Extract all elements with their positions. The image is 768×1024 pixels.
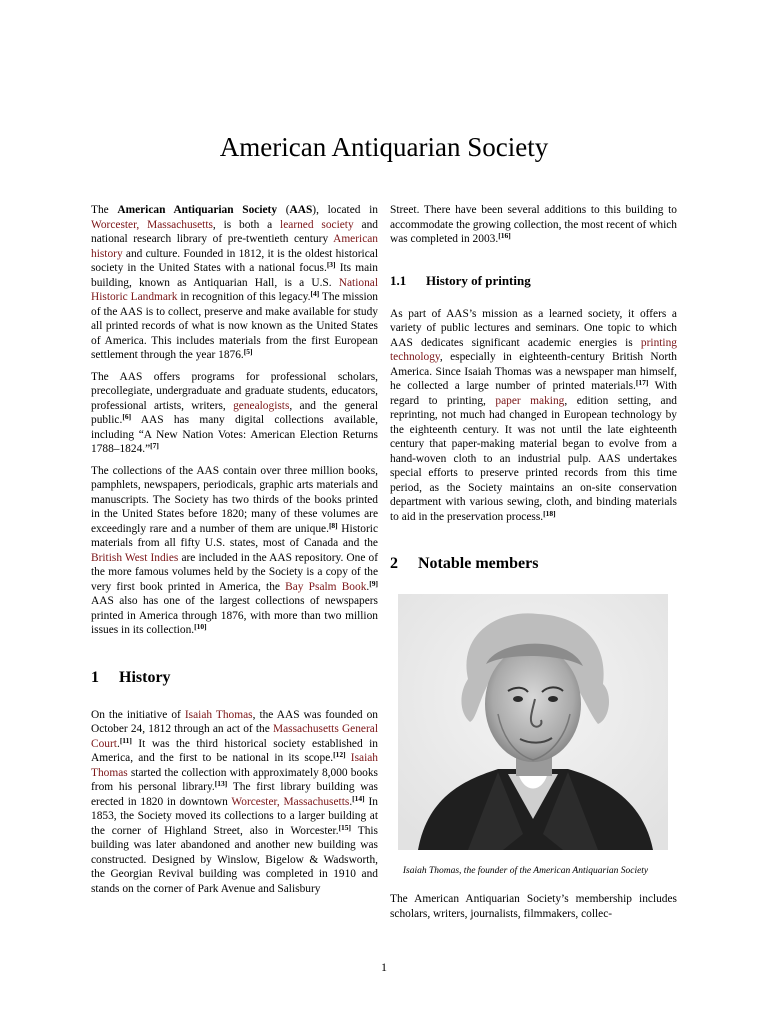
citation[interactable]: [6] — [122, 412, 132, 421]
citation[interactable]: [16] — [498, 231, 511, 240]
history-paragraph: On the initiative of Isaiah Thomas, the AAS was founded on October 24, 1812 through an act of the Massachusetts General Court.[11] It was the third historical society established in America, and the first to be national in its scope.[12] Isaiah Thomas started the collection with approximately 8,000 books from his personal library.[13] The first library building was erected in 1820 in downtown Worcester, Massachusetts.[14] In 1853, the Society moved its collections to a larger building at the corner of Highland Street, also in Worcester.[15] This building was later abandoned and another new building was constructed. Designed by Winslow, Bigelow & Wadsworth, the Georgian Revival building was completed in 1910 and stands on the corner of Park Avenue and Salisbury — [91, 708, 378, 895]
link-british-west-indies[interactable]: British West Indies — [91, 551, 179, 564]
link-paper-making[interactable]: paper making — [495, 394, 565, 407]
section-heading-history: 1 History — [91, 668, 171, 686]
link-worcester[interactable]: Worcester, Massachusetts — [91, 218, 213, 231]
bold-term: AAS — [289, 204, 313, 216]
citation[interactable]: [9] — [369, 578, 378, 588]
citation[interactable]: [3] — [326, 260, 336, 269]
collections-paragraph: The collections of the AAS contain over three million books, pamphlets, newspapers, periodicals, graphic arts materials and manuscripts. The Society has two thirds of the books printed in the United States before 1820; many of these volumes are exceedingly rare and a number of them are unique.[8] Historic materials from all fifty U.S. states, most of Canada and the British West Indies are included in the AAS repository. One of the more famous volumes held by the Society is a copy of the very first book printed in America, the Bay Psalm Book.[9] AAS also has one of the largest collections of newspapers printed in America through 1876, with more than two million issues in its collection.[10] — [91, 464, 378, 636]
link-national-historic-landmark[interactable]: National Historic Landmark — [91, 276, 378, 303]
link-printing-technology[interactable]: printing technology — [390, 336, 677, 363]
citation[interactable]: [11] — [119, 735, 132, 745]
citation[interactable]: [13] — [214, 779, 228, 788]
link-american-history[interactable]: American history — [91, 233, 378, 260]
link-genealogists[interactable]: genealogists — [233, 399, 290, 412]
link-isaiah-thomas[interactable]: Isaiah Thomas — [91, 752, 378, 779]
citation[interactable]: [17] — [635, 378, 649, 387]
portrait-figure — [398, 594, 668, 850]
history-paragraph-continued: Street. There have been several additions to this building to accommodate the growing collection, the most recent of which was completed in 2003.[16] — [390, 204, 677, 245]
link-worcester[interactable]: Worcester, Massachusetts — [231, 795, 350, 808]
citation[interactable]: [4] — [310, 289, 320, 298]
figure-caption: Isaiah Thomas, the founder of the American Antiquarian Society — [402, 866, 649, 876]
right-column — [390, 203, 677, 928]
left-column — [91, 203, 378, 903]
printing-paragraph: As part of AAS’s mission as a learned society, it offers a variety of public lectures and seminars. One topic to which AAS dedicates significant academic energies is printing technology, especially in eighteenth-century British North America. Since Isaiah Thomas was a newspaper man himself, he collected a large number of printed materials.[17] With regard to printing, paper making, edition setting, and reprinting, not much had changed in European technology by the eighteenth century. It was not until the late eighteenth century that paper-making material began to evolve from a hand-woven cloth to an industrial pulp. AAS undertakes special efforts to preserve printed records from this time period, as the Society maintains an on-site conservation department with various sewing, cloth, and binding materials to aid in the preservation process.[18] — [390, 307, 677, 523]
citation[interactable]: [18] — [543, 508, 556, 518]
subsection-heading-history-of-printing: 1.1 History of printing — [390, 272, 531, 288]
link-bay-psalm-book[interactable]: Bay Psalm Book — [285, 580, 367, 593]
citation[interactable]: [14] — [352, 793, 365, 803]
citation[interactable]: [15] — [338, 822, 352, 832]
citation[interactable]: [7] — [150, 441, 159, 450]
section-heading-notable-members: 2 Notable members — [390, 555, 539, 572]
citation[interactable]: [12] — [333, 750, 346, 759]
citation[interactable]: [8] — [328, 520, 338, 530]
isaiah-thomas-portrait[interactable] — [398, 594, 668, 850]
link-isaiah-thomas[interactable]: Isaiah Thomas — [184, 708, 253, 721]
intro-paragraph: The American Antiquarian Society (AAS), located in Worcester, Massachusetts, is both a learned society and national research library of pre-twentieth century American history and culture. Founded in 1812, it is the oldest historical society in the United States with a national focus.[3] Its main building, known as Antiquarian Hall, is a U.S. National Historic Landmark in recognition of this legacy.[4] The mission of the AAS is to collect, preserve and make available for study all printed records of what is now known as the United States of America. This includes materials from the first European settlement through the year 1876.[5] — [91, 204, 378, 361]
bold-term: American Antiquarian Society — [117, 204, 278, 216]
citation[interactable]: [10] — [194, 622, 207, 631]
link-learned-society[interactable]: learned society — [280, 218, 354, 231]
page-title: American Antiquarian Society — [219, 132, 549, 163]
membership-paragraph: The American Antiquarian Society’s membership includes scholars, writers, journalists, filmmakers, collec- — [390, 893, 677, 920]
page-number: 1 — [381, 960, 387, 974]
link-massachusetts-general-court[interactable]: Massachusetts General Court — [91, 723, 378, 750]
citation[interactable]: [5] — [243, 347, 253, 356]
programs-paragraph: The AAS offers programs for professional scholars, precollegiate, undergraduate and graduate students, educators, professional artists, writers, genealogists, and the general public.[6] AAS has many digital collections available, including “A New Nation Votes: American Election Returns 1788–1824.”[7] — [91, 370, 378, 455]
